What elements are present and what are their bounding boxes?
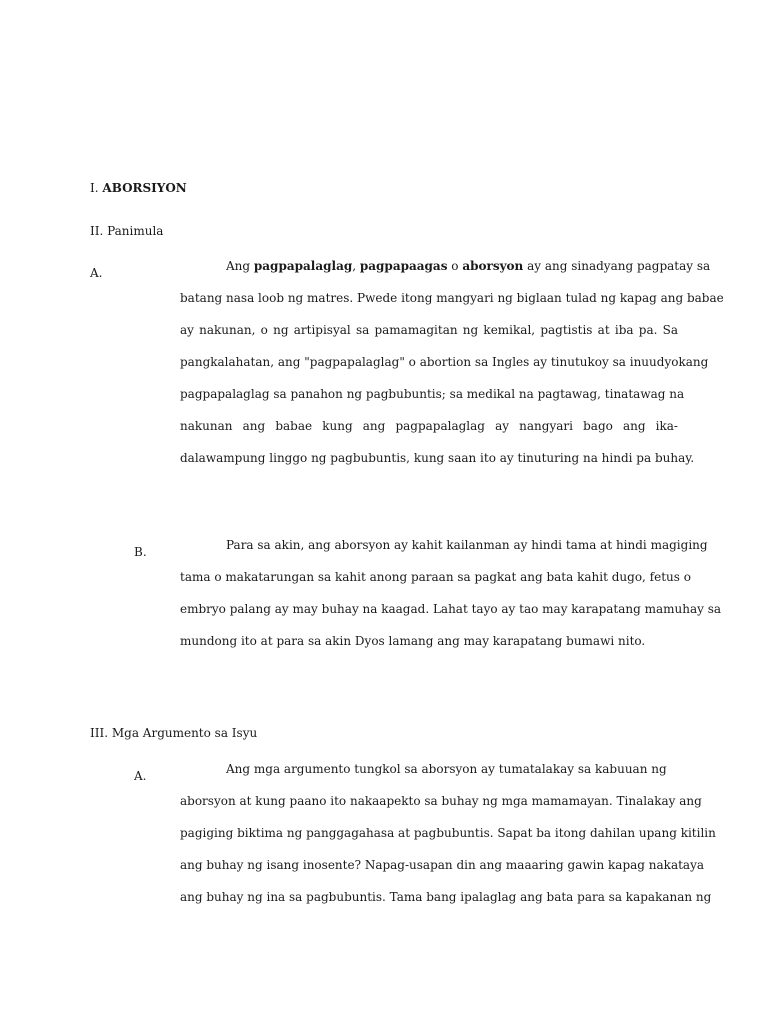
paragraph-line: ay nakunan, o ng artipisyal sa pamamagitan ng kemikal, pagtistis at iba pa. Sa: [180, 323, 678, 337]
paragraph-line: Para sa akin, ang aborsyon ay kahit kailanman ay hindi tama at hindi magiging: [226, 538, 708, 552]
paragraph-line: aborsyon at kung paano ito nakaapekto sa buhay ng mga mamamayan. Tinalakay ang: [180, 794, 702, 808]
paragraph-panimula-b: [180, 537, 722, 665]
bold-term: pagpapalaglag: [253, 259, 353, 273]
list-marker-b: B.: [134, 545, 147, 559]
paragraph-line: tama o makatarungan sa kahit anong paraan sa pagkat ang bata kahit dugo, fetus o: [180, 570, 691, 584]
paragraph-panimula-a: [180, 258, 724, 482]
paragraph-line: ang buhay ng ina sa pagbubuntis. Tama bang ipalaglag ang bata para sa kapakanan ng: [180, 890, 712, 904]
paragraph-line: ang buhay ng isang inosente? Napag-usapan din ang maaaring gawin kapag nakataya: [180, 858, 705, 872]
line-with-bold-terms: [226, 259, 710, 273]
paragraph-line: pagiging biktima ng panggagahasa at pagbubuntis. Sapat ba itong dahilan upang kitilin: [180, 826, 716, 840]
text-run: ,: [352, 259, 360, 273]
text-run: ay ang sinadyang pagpatay sa: [523, 259, 711, 273]
paragraph-line: Ang mga argumento tungkol sa aborsyon ay tumatalakay sa kabuuan ng: [226, 762, 667, 776]
heading-panimula: II. Panimula: [90, 224, 164, 238]
text-run: Ang: [226, 259, 254, 273]
paragraph-argumento-a: [180, 761, 716, 921]
paragraph-line: batang nasa loob ng matres. Pwede itong mangyari ng biglaan tulad ng kapag ang babae: [180, 291, 724, 305]
paragraph-line: embryo palang ay may buhay na kaagad. Lahat tayo ay tao may karapatang mamuhay sa: [180, 602, 722, 616]
paragraph-line: pangkalahatan, ang "pagpapalaglag" o abortion sa Ingles ay tinutukoy sa inuudyokang: [180, 355, 709, 369]
heading-number: I.: [90, 181, 99, 195]
list-marker-a: A.: [90, 266, 103, 280]
paragraph-line: nakunan ang babae kung ang pagpapalaglag ay nangyari bago ang ika-: [180, 419, 678, 433]
bold-term: aborsyon: [462, 259, 524, 273]
bold-term: pagpapaagas: [359, 259, 448, 273]
paragraph-line: pagpapalaglag sa panahon ng pagbubuntis; sa medikal na pagtawag, tinatawag na: [180, 387, 685, 401]
list-marker-a: A.: [134, 769, 147, 783]
paragraph-line: dalawampung linggo ng pagbubuntis, kung saan ito ay tinuturing na hindi pa buhay.: [180, 451, 695, 465]
heading-mga-argumento: III. Mga Argumento sa Isyu: [90, 726, 258, 740]
heading-aborsiyon: [90, 181, 187, 195]
heading-title: ABORSIYON: [102, 181, 187, 195]
text-run: o: [447, 259, 463, 273]
paragraph-line: [180, 258, 711, 290]
paragraph-line: mundong ito at para sa akin Dyos lamang ang may karapatang bumawi nito.: [180, 634, 646, 648]
